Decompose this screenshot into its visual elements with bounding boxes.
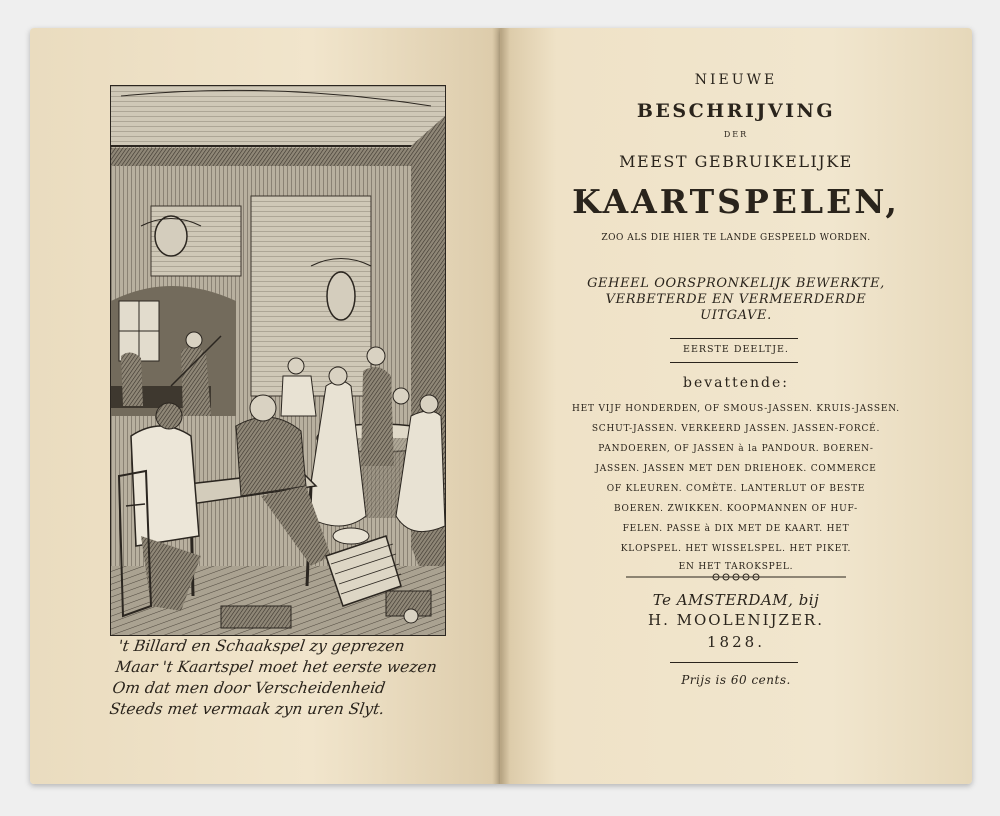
games-line: SCHUT-JASSEN. VERKEERD JASSEN. JASSEN-FORCÉ. <box>591 424 881 434</box>
divider-rule <box>670 662 798 663</box>
title-beschrijving: BESCHRIJVING <box>636 100 836 122</box>
engraving-caption <box>108 636 470 720</box>
ornament-divider <box>626 571 846 583</box>
caption-line: 't Billard en Schaakspel zy geprezen <box>117 637 406 655</box>
games-line: KLOPSPEL. HET WISSELSPEL. HET PIKET. <box>620 544 852 554</box>
imprint-year: 1828. <box>707 633 765 651</box>
games-line: JASSEN. JASSEN MET DEN DRIEHOEK. COMMERCE <box>595 464 877 474</box>
volume-label: EERSTE DEELTJE. <box>683 344 789 355</box>
games-line: FELEN. PASSE à DIX MET DE KAART. HET <box>622 524 850 534</box>
edition-line: GEHEEL OORSPRONKELIJK BEWERKTE, <box>587 276 885 291</box>
open-book <box>30 28 972 786</box>
engraving-card-players <box>110 85 446 636</box>
caption-line: Maar 't Kaartspel moet het eerste wezen <box>114 658 439 676</box>
title-subtitle: ZOO ALS DIE HIER TE LANDE GESPEELD WORDEN. <box>601 233 871 243</box>
games-line: EN HET TAROKSPEL. <box>678 562 794 572</box>
title-der: DER <box>723 130 749 139</box>
games-line: PANDOEREN, OF JASSEN à la PANDOUR. BOEREN- <box>598 444 874 454</box>
edition-line: UITGAVE. <box>700 308 772 323</box>
imprint-place: Te AMSTERDAM, bij <box>652 591 820 609</box>
caption-line: Om dat men door Verscheidenheid <box>111 679 387 697</box>
divider-rule <box>670 362 798 363</box>
games-line: HET VIJF HONDERDEN, OF SMOUS-JASSEN. KRUIS-JASSEN. <box>572 404 900 414</box>
caption-line: Steeds met vermaak zyn uren Slyt. <box>108 700 386 718</box>
games-line: OF KLEUREN. COMÈTE. LANTERLUT OF BESTE <box>606 484 866 494</box>
imprint-publisher: H. MOOLENIJZER. <box>648 611 824 629</box>
title-meest: MEEST GEBRUIKELIJKE <box>619 152 853 171</box>
price-line: Prijs is 60 cents. <box>681 673 791 687</box>
title-page <box>500 28 972 784</box>
edition-line: VERBETERDE EN VERMEERDERDE <box>605 292 867 307</box>
games-line: BOEREN. ZWIKKEN. KOOPMANNEN OF HUF- <box>613 504 859 514</box>
divider-rule <box>670 338 798 339</box>
title-kaartspelen: KAARTSPELEN, <box>572 182 900 221</box>
title-nieuwe: NIEUWE <box>694 72 778 88</box>
contents-heading: bevattende: <box>682 375 790 391</box>
engraving-illustration <box>111 86 445 635</box>
